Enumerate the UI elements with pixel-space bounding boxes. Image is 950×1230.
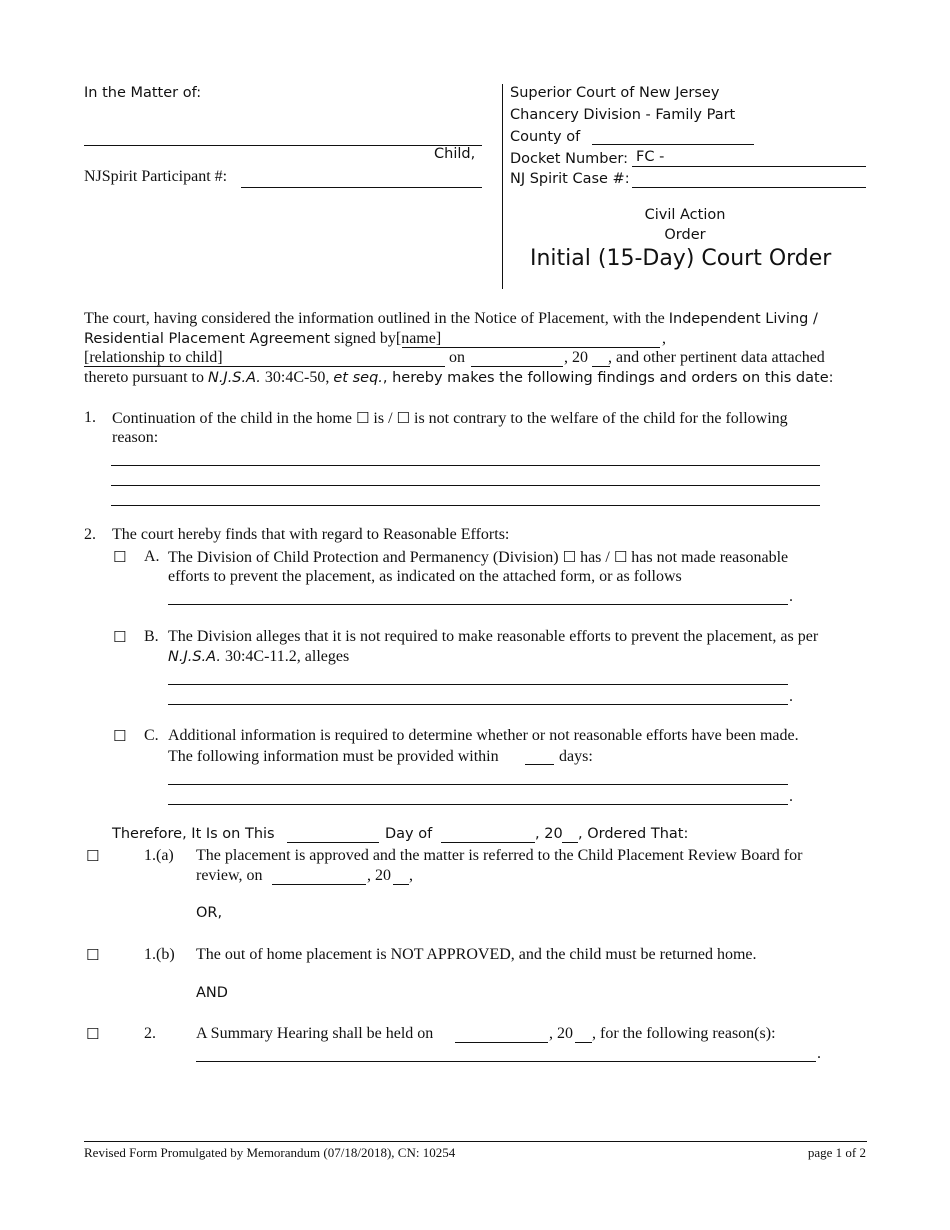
findings-text: , hereby makes the following findings and orders on this date:: [382, 370, 834, 386]
option-c-letter: C.: [144, 727, 159, 744]
county-field[interactable]: [592, 144, 754, 145]
page-title: Initial (15-Day) Court Order: [530, 246, 832, 271]
is-not-label: is not contrary to the welfare of the child for the following: [414, 410, 788, 427]
has-not-checkbox[interactable]: ☐: [613, 548, 628, 566]
review-comma: ,: [409, 867, 413, 884]
docket-field[interactable]: [632, 166, 866, 167]
order-1b-text: The out of home placement is NOT APPROVED, and the child must be returned home.: [196, 946, 757, 963]
option-b-statute: N.J.S.A.: [168, 649, 221, 665]
option-c-field-1[interactable]: [168, 784, 788, 785]
review-date-field[interactable]: [272, 884, 366, 885]
item-2-intro: The court hereby finds that with regard to Reasonable Efforts:: [112, 526, 510, 543]
option-b-checkbox[interactable]: ☐: [113, 628, 127, 646]
footer-revision: Revised Form Promulgated by Memorandum (07/18/2018), CN: 10254: [84, 1145, 456, 1160]
has-checkbox[interactable]: ☐: [562, 548, 577, 566]
participant-number-field[interactable]: [241, 187, 482, 188]
option-c-period: .: [789, 788, 793, 805]
case-number-field[interactable]: [632, 187, 866, 188]
option-c-line-2a: The following information must be provided within: [168, 748, 499, 765]
court-division: Chancery Division - Family Part: [510, 107, 736, 123]
order-2-text: A Summary Hearing shall be held on: [196, 1025, 434, 1042]
et-seq: et seq.: [333, 370, 383, 386]
agreement-title-1: Independent Living /: [668, 311, 818, 327]
option-a-period: .: [789, 588, 793, 605]
civil-action-label: Civil Action: [644, 207, 726, 223]
order-1a-number: 1.(a): [144, 847, 174, 864]
therefore-text: Therefore, It Is on This: [112, 826, 275, 842]
has-label: has /: [580, 549, 610, 566]
name-placeholder: [name]: [395, 330, 442, 347]
option-c-checkbox[interactable]: ☐: [113, 727, 127, 745]
signed-by-label: signed by: [334, 330, 396, 347]
option-b-letter: B.: [144, 628, 159, 645]
order-label: Order: [664, 227, 706, 243]
item-1-number: 1.: [84, 409, 96, 426]
option-c-days: days:: [559, 748, 593, 765]
intro-text: The court, having considered the information outlined in the Notice of Placement, with the: [84, 310, 665, 327]
hearing-date-field[interactable]: [455, 1042, 548, 1043]
matter-name-field[interactable]: [84, 145, 482, 146]
option-b-field-2[interactable]: [168, 704, 788, 705]
pertinent-data-text: , and other pertinent data attached: [608, 349, 825, 366]
reason-line-3[interactable]: [111, 505, 820, 506]
docket-label: Docket Number:: [510, 151, 628, 167]
review-year-field[interactable]: [393, 884, 409, 885]
order-1a-line-1: The placement is approved and the matter is referred to the Child Placement Review Board for: [196, 847, 803, 864]
agreement-title-2: Residential Placement Agreement: [84, 331, 331, 347]
hearing-reason-label: , for the following reason(s):: [592, 1025, 776, 1042]
option-b-period: .: [789, 688, 793, 705]
option-a-field[interactable]: [168, 604, 788, 605]
hearing-year-prefix: , 20: [549, 1025, 573, 1042]
order-1a-review-label: review, on: [196, 867, 263, 884]
on-label: on: [449, 349, 465, 366]
is-not-checkbox[interactable]: ☐: [396, 409, 410, 427]
relationship-field[interactable]: [84, 366, 445, 367]
is-checkbox[interactable]: ☐: [355, 409, 370, 427]
name-field[interactable]: [402, 347, 660, 348]
child-label: Child,: [434, 146, 476, 162]
review-year-prefix: , 20: [367, 867, 391, 884]
option-a-checkbox[interactable]: ☐: [113, 548, 127, 566]
option-b-text: 30:4C-11.2, alleges: [224, 648, 350, 665]
order-day-field[interactable]: [287, 842, 379, 843]
statute-abbrev: N.J.S.A.: [207, 370, 261, 386]
hearing-year-field[interactable]: [575, 1042, 592, 1043]
item-2-number: 2.: [84, 526, 96, 543]
county-label: County of: [510, 129, 581, 145]
relationship-placeholder: [relationship to child]: [84, 349, 223, 366]
intro-line-4: [84, 369, 834, 387]
days-field[interactable]: [525, 764, 554, 765]
name-comma: ,: [662, 330, 666, 347]
option-a-line-1: [168, 548, 788, 567]
docket-value: FC -: [636, 149, 665, 165]
hearing-reason-field[interactable]: [196, 1061, 816, 1062]
has-not-label: has not made reasonable: [631, 549, 789, 566]
option-b-field-1[interactable]: [168, 684, 788, 685]
option-a-line-2: efforts to prevent the placement, as indicated on the attached form, or as follows: [168, 568, 682, 585]
agreement-date-field[interactable]: [471, 366, 563, 367]
item-1-text: Continuation of the child in the home: [112, 410, 352, 427]
header-divider: [502, 84, 503, 289]
order-year-field[interactable]: [562, 842, 578, 843]
option-b-line-2: [168, 648, 349, 666]
item-1-line-1: [112, 409, 788, 428]
case-label: NJ Spirit Case #:: [510, 171, 630, 187]
court-name: Superior Court of New Jersey: [510, 85, 720, 101]
order-year-prefix: , 20: [535, 826, 563, 842]
hearing-period: .: [817, 1045, 821, 1062]
option-a-letter: A.: [144, 548, 160, 565]
reason-line-2[interactable]: [111, 485, 820, 486]
intro-line-2: [84, 330, 441, 348]
option-a-text: The Division of Child Protection and Permanency (Division): [168, 549, 559, 566]
footer-rule: [84, 1141, 867, 1142]
order-2-checkbox[interactable]: ☐: [86, 1025, 100, 1043]
intro-line-1: [84, 310, 818, 328]
reason-line-1[interactable]: [111, 465, 820, 466]
option-c-field-2[interactable]: [168, 804, 788, 805]
order-1b-number: 1.(b): [144, 946, 175, 963]
and-label: AND: [196, 985, 228, 1001]
participant-label: NJSpirit Participant #:: [84, 168, 228, 185]
statute-number: 30:4C-50,: [264, 369, 330, 386]
is-label: is /: [373, 410, 393, 427]
order-2-number: 2.: [144, 1025, 156, 1042]
option-c-line-1: Additional information is required to determine whether or not reasonable efforts have been made.: [168, 727, 799, 744]
or-label: OR,: [196, 905, 223, 921]
option-b-line-1: The Division alleges that it is not required to make reasonable efforts to prevent the placement, as per: [168, 628, 819, 645]
order-1a-checkbox[interactable]: ☐: [86, 847, 100, 865]
ordered-that: , Ordered That:: [578, 826, 689, 842]
order-month-field[interactable]: [441, 842, 535, 843]
page-number: page 1 of 2: [807, 1145, 866, 1160]
year-prefix: , 20: [564, 349, 588, 366]
day-of-label: Day of: [385, 826, 433, 842]
in-matter-label: In the Matter of:: [84, 85, 202, 101]
order-1b-checkbox[interactable]: ☐: [86, 946, 100, 964]
item-1-reason-label: reason:: [112, 429, 159, 446]
pursuant-text: thereto pursuant to: [84, 369, 204, 386]
